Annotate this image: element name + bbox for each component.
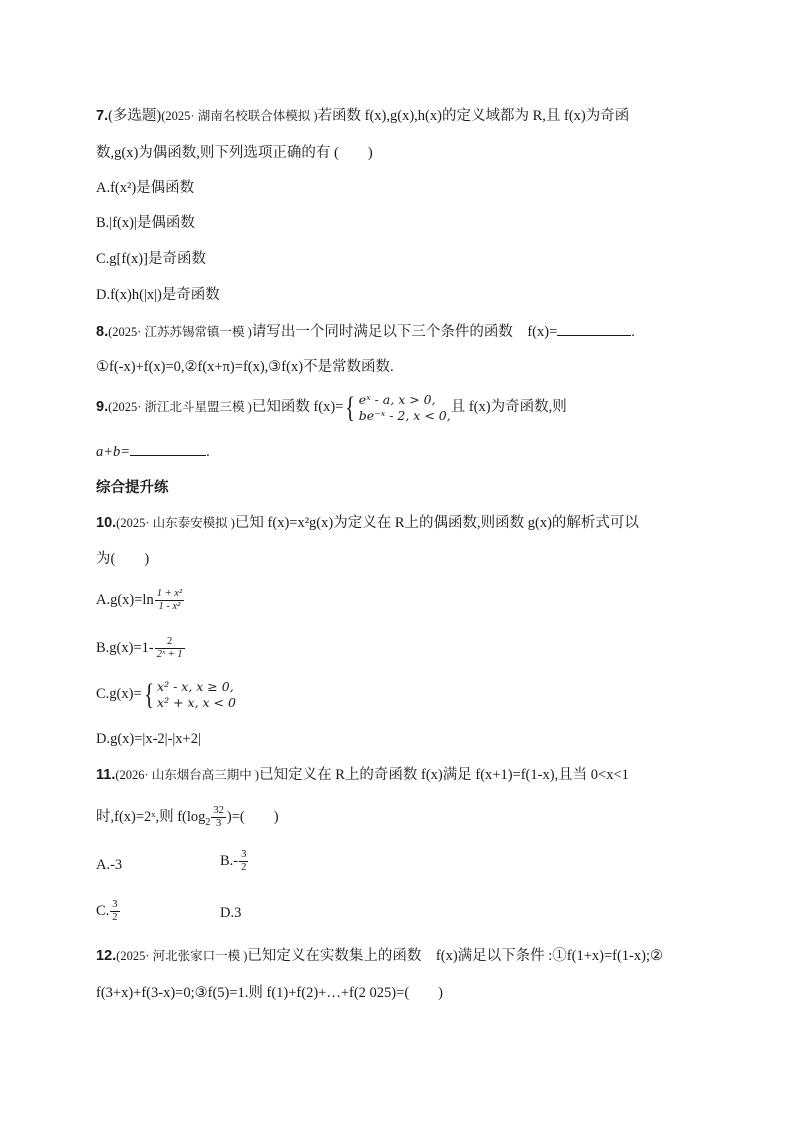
q10-option-a xyxy=(96,588,185,613)
q11-option-c-numerator: 3 xyxy=(112,899,118,910)
q7-stem-line1: 若函数 f(x),g(x),h(x)的定义域都为 R,且 f(x)为奇函 xyxy=(317,108,630,124)
q10-line2: 为( ) xyxy=(96,551,150,567)
q10-option-c-case2: x² + x, x < 0 xyxy=(157,694,236,710)
q10-number: 10. xyxy=(96,515,117,531)
q9-brace: { xyxy=(345,390,356,424)
q9-source: (2025· 浙江北斗星盟三模 ) xyxy=(108,400,252,414)
q11-option-b-denominator: 2 xyxy=(241,862,247,873)
q7-line2: 数,g(x)为偶函数,则下列选项正确的有 ( ) xyxy=(96,145,373,161)
q10-option-c xyxy=(96,677,236,711)
q10-option-b-numerator: 2 xyxy=(155,636,185,649)
q7-source: (2025· 湖南名校联合体模拟 ) xyxy=(161,109,318,123)
q10-option-c-case1: x² - x, x ≥ 0, xyxy=(157,678,234,694)
q9-stem: 已知函数 f(x)= xyxy=(251,399,344,415)
q10-option-a-fraction xyxy=(155,588,184,613)
q10-source: (2025· 山东泰安模拟 ) xyxy=(116,516,235,530)
q11-log-denominator: 3 xyxy=(216,818,222,829)
q10-stem: 已知 f(x)=x²g(x)为定义在 R上的偶函数,则函数 g(x)的解析式可以 xyxy=(234,515,639,531)
q9-answer-blank[interactable] xyxy=(130,441,206,456)
q7-tag: (多选题) xyxy=(108,108,162,124)
q11-option-c xyxy=(96,899,121,924)
q11-line2 xyxy=(96,805,279,833)
q11-option-b xyxy=(220,849,249,874)
q11-option-c-prefix: C. xyxy=(96,902,110,919)
q11-option-b-numerator: 3 xyxy=(241,849,247,860)
q10-option-a-numerator: 1 + x² xyxy=(156,588,183,599)
q10-option-a-prefix: A.g(x)=ln xyxy=(96,591,154,608)
q9-end: . xyxy=(206,444,210,460)
q7-number: 7. xyxy=(96,108,109,124)
q10-option-c-piecewise xyxy=(157,679,236,711)
q12-stem: 已知定义在实数集上的函数 f(x)满足以下条件 :①f(1+x)=f(1-x);② xyxy=(247,948,663,964)
q7-option-c: C.g[f(x)]是奇函数 xyxy=(96,251,206,267)
q11-option-b-prefix: B.- xyxy=(220,852,239,869)
q9-piecewise xyxy=(359,392,451,424)
q12-number: 12. xyxy=(96,948,117,964)
q10-option-b-denominator: 2ˣ + 1 xyxy=(156,649,183,660)
section-heading: 综合提升练 xyxy=(96,480,169,496)
q11-log-base: 2 xyxy=(205,816,211,828)
q10-option-b-prefix: B.g(x)=1- xyxy=(96,639,154,656)
q11-option-c-denominator: 2 xyxy=(112,912,118,923)
q9-case1: eˣ - a, x > 0, xyxy=(358,391,436,407)
q9-after: 且 f(x)为奇函数,则 xyxy=(450,399,567,415)
q11-number: 11. xyxy=(96,767,116,783)
q9-line2-text: a+b= xyxy=(96,444,131,460)
q11-option-c-fraction xyxy=(110,899,119,924)
q11-log-fraction xyxy=(211,805,226,830)
q9-line2 xyxy=(96,441,210,462)
q8-end: . xyxy=(631,324,635,340)
q12-line2: f(3+x)+f(3-x)=0;③f(5)=1.则 f(1)+f(2)+…+f(2 025)=( ) xyxy=(96,985,443,1001)
q8-stem: 请写出一个同时满足以下三个条件的函数 f(x)= xyxy=(251,324,558,340)
q11-option-d: D.3 xyxy=(220,905,242,921)
q10-option-c-brace: { xyxy=(143,677,154,711)
q9-line1 xyxy=(96,390,567,424)
q12-source: (2025· 河北张家口一模 ) xyxy=(116,949,248,963)
q8-conditions: ①f(-x)+f(x)=0,②f(x+π)=f(x),③f(x)不是常数函数. xyxy=(96,359,394,375)
q11-option-b-fraction xyxy=(239,849,248,874)
q11-stem: 已知定义在 R上的奇函数 f(x)满足 f(x+1)=f(1-x),且当 0<x<1 xyxy=(259,767,629,783)
q12-line1 xyxy=(96,946,663,966)
q11-line2-prefix: 时,f(x)=2ˣ,则 f(log xyxy=(96,808,206,825)
q7-line1 xyxy=(96,106,629,126)
q10-option-d: D.g(x)=|x-2|-|x+2| xyxy=(96,731,201,747)
q11-source: (2026· 山东烟台高三期中 ) xyxy=(115,768,260,782)
q8-line1 xyxy=(96,321,635,342)
q11-log-numerator: 32 xyxy=(213,805,224,816)
q10-option-b xyxy=(96,636,186,661)
q10-option-b-fraction xyxy=(155,636,185,661)
q7-option-a: A.f(x²)是偶函数 xyxy=(96,180,195,196)
q10-line1 xyxy=(96,513,639,533)
q8-source: (2025· 江苏苏锡常镇一模 ) xyxy=(108,325,252,339)
q9-case2: be⁻ˣ - 2, x < 0, xyxy=(358,407,451,423)
q8-answer-blank[interactable] xyxy=(557,321,631,336)
q7-option-d: D.f(x)h(|x|)是奇函数 xyxy=(96,287,220,303)
q10-option-c-prefix: C.g(x)= xyxy=(96,686,142,702)
q9-number: 9. xyxy=(96,399,109,415)
q7-option-b: B.|f(x)|是偶函数 xyxy=(96,215,195,231)
q10-option-a-denominator: 1 - x² xyxy=(158,601,181,612)
q11-line1 xyxy=(96,765,629,785)
q11-line2-suffix: )=( ) xyxy=(226,808,279,825)
q8-number: 8. xyxy=(96,324,109,340)
q11-option-a: A.-3 xyxy=(96,857,123,873)
